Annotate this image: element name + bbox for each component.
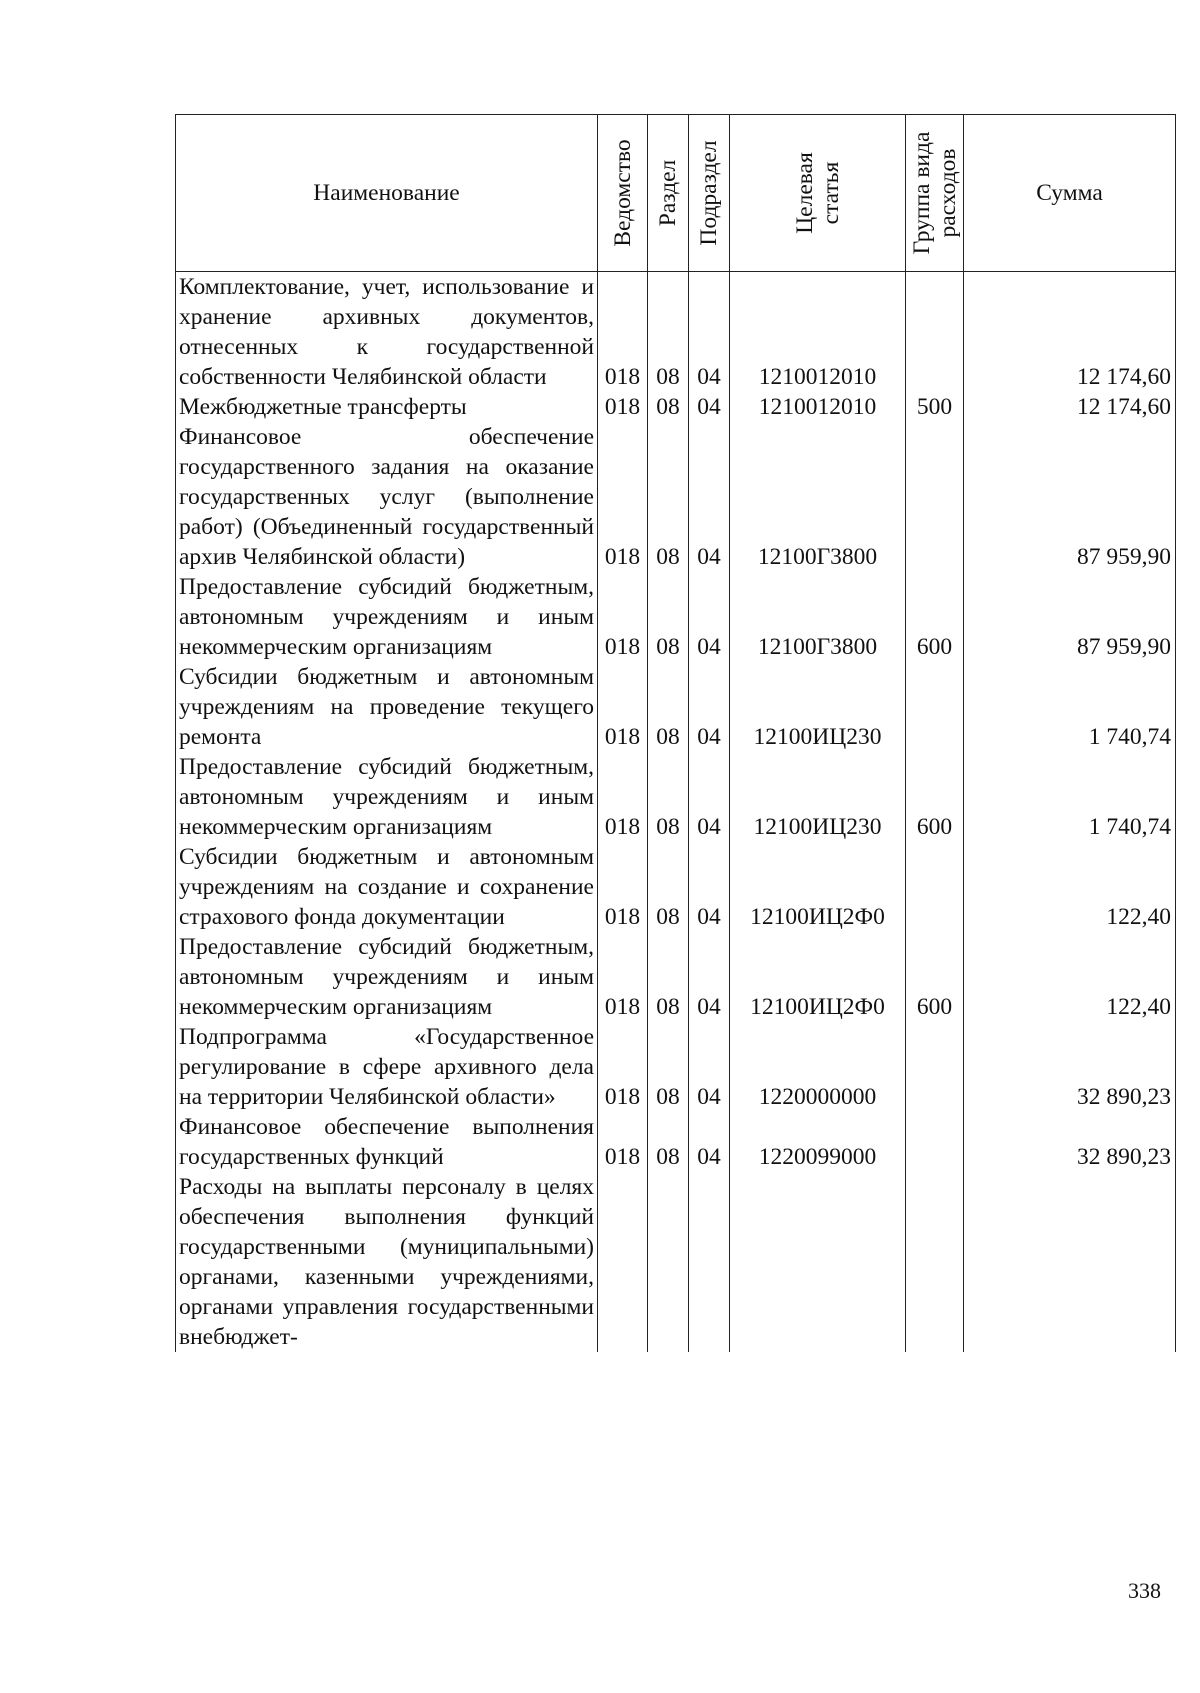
table-row: [176, 272, 1176, 393]
row-podrazdel-cell: 04: [689, 422, 730, 572]
row-podrazdel-cell: 04: [689, 392, 730, 422]
row-razdel-cell: 08: [648, 572, 689, 662]
row-name-cell: Субсидии бюджетным и автономным учреждениям на проведение текущего ремонта: [176, 662, 598, 752]
row-razdel-cell: 08: [648, 272, 689, 393]
row-name-cell: Межбюджетные трансферты: [176, 392, 598, 422]
row-sum-cell: 87 959,90: [964, 422, 1176, 572]
table-row: [176, 842, 1176, 932]
row-target-article-cell: 12100ИЦ230: [730, 662, 906, 752]
header-group-line2: расходов: [934, 148, 961, 238]
row-sum-cell: 122,40: [964, 932, 1176, 1022]
row-sum-cell: 87 959,90: [964, 572, 1176, 662]
row-razdel-cell: [648, 1172, 689, 1352]
row-vedomstvo-cell: [598, 1172, 648, 1352]
row-expense-group-cell: 600: [906, 572, 964, 662]
table-row: [176, 572, 1176, 662]
header-group-line1: Группа вида: [908, 131, 935, 255]
header-target-line2: статья: [817, 161, 844, 225]
row-podrazdel-cell: 04: [689, 272, 730, 393]
row-target-article-cell: 12100Г3800: [730, 422, 906, 572]
row-sum-cell: 32 890,23: [964, 1112, 1176, 1172]
budget-table: [175, 114, 1176, 1352]
row-razdel-cell: 08: [648, 752, 689, 842]
table-row: [176, 662, 1176, 752]
row-expense-group-cell: 500: [906, 392, 964, 422]
row-expense-group-cell: [906, 842, 964, 932]
row-razdel-cell: 08: [648, 1022, 689, 1112]
table-row: [176, 932, 1176, 1022]
header-vedomstvo: Ведомство: [598, 115, 648, 272]
row-vedomstvo-cell: 018: [598, 422, 648, 572]
header-name: Наименование: [176, 115, 598, 272]
header-expense-group: [906, 115, 964, 272]
row-expense-group-cell: 600: [906, 932, 964, 1022]
row-sum-cell: 1 740,74: [964, 752, 1176, 842]
row-name-cell: Подпрограмма «Государственное регулирование в сфере архивного дела на территории Челябинской области»: [176, 1022, 598, 1112]
row-vedomstvo-cell: 018: [598, 572, 648, 662]
header-razdel: Раздел: [648, 115, 689, 272]
row-expense-group-cell: [906, 422, 964, 572]
row-expense-group-cell: 600: [906, 752, 964, 842]
row-name-cell: Субсидии бюджетным и автономным учреждениям на создание и сохранение страхового фонда документации: [176, 842, 598, 932]
table-body: [176, 272, 1176, 1353]
row-podrazdel-cell: 04: [689, 842, 730, 932]
row-target-article-cell: 1210012010: [730, 392, 906, 422]
row-razdel-cell: 08: [648, 392, 689, 422]
row-razdel-cell: 08: [648, 662, 689, 752]
row-vedomstvo-cell: 018: [598, 1022, 648, 1112]
row-sum-cell: 32 890,23: [964, 1022, 1176, 1112]
row-podrazdel-cell: 04: [689, 1112, 730, 1172]
row-sum-cell: 1 740,74: [964, 662, 1176, 752]
row-podrazdel-cell: [689, 1172, 730, 1352]
row-name-cell: Комплектование, учет, использование и хранение архивных документов, отнесенных к государственной собственности Челябинской области: [176, 272, 598, 393]
table-header: [176, 115, 1176, 272]
row-name-cell: Предоставление субсидий бюджетным, автономным учреждениям и иным некоммерческим организациям: [176, 572, 598, 662]
header-target-line1: Целевая: [791, 152, 818, 234]
table-row: [176, 1022, 1176, 1112]
row-sum-cell: 12 174,60: [964, 392, 1176, 422]
row-sum-cell: 12 174,60: [964, 272, 1176, 393]
row-podrazdel-cell: 04: [689, 662, 730, 752]
row-target-article-cell: [730, 1172, 906, 1352]
row-sum-cell: [964, 1172, 1176, 1352]
row-expense-group-cell: [906, 1112, 964, 1172]
row-target-article-cell: 12100ИЦ2Ф0: [730, 842, 906, 932]
row-target-article-cell: 1220000000: [730, 1022, 906, 1112]
row-name-cell: Предоставление субсидий бюджетным, автономным учреждениям и иным некоммерческим организациям: [176, 752, 598, 842]
page-number: 338: [1128, 1578, 1161, 1603]
row-razdel-cell: 08: [648, 842, 689, 932]
row-razdel-cell: 08: [648, 932, 689, 1022]
header-target-article: [730, 115, 906, 272]
row-vedomstvo-cell: 018: [598, 272, 648, 393]
row-name-cell: Расходы на выплаты персоналу в целях обеспечения выполнения функций государственными (муниципальными) органами, казенными учреждениями, органами управления государственными внебюджет-: [176, 1172, 598, 1352]
table-row: [176, 1112, 1176, 1172]
row-expense-group-cell: [906, 1022, 964, 1112]
header-sum: Сумма: [964, 115, 1176, 272]
row-name-cell: Предоставление субсидий бюджетным, автономным учреждениям и иным некоммерческим организациям: [176, 932, 598, 1022]
table-row: [176, 422, 1176, 572]
row-podrazdel-cell: 04: [689, 1022, 730, 1112]
row-target-article-cell: 12100Г3800: [730, 572, 906, 662]
row-podrazdel-cell: 04: [689, 752, 730, 842]
row-target-article-cell: 12100ИЦ230: [730, 752, 906, 842]
row-vedomstvo-cell: 018: [598, 932, 648, 1022]
row-vedomstvo-cell: 018: [598, 1112, 648, 1172]
row-expense-group-cell: [906, 1172, 964, 1352]
row-target-article-cell: 1210012010: [730, 272, 906, 393]
table-row: [176, 1172, 1176, 1352]
table-row: [176, 392, 1176, 422]
row-podrazdel-cell: 04: [689, 932, 730, 1022]
row-razdel-cell: 08: [648, 1112, 689, 1172]
row-expense-group-cell: [906, 272, 964, 393]
header-podrazdel: Подраздел: [689, 115, 730, 272]
row-vedomstvo-cell: 018: [598, 842, 648, 932]
row-podrazdel-cell: 04: [689, 572, 730, 662]
row-expense-group-cell: [906, 662, 964, 752]
row-vedomstvo-cell: 018: [598, 752, 648, 842]
row-name-cell: Финансовое обеспечение выполнения государственных функций: [176, 1112, 598, 1172]
table-row: [176, 752, 1176, 842]
row-vedomstvo-cell: 018: [598, 662, 648, 752]
row-target-article-cell: 12100ИЦ2Ф0: [730, 932, 906, 1022]
row-name-cell: Финансовое обеспечение государственного задания на оказание государственных услуг (выполнение работ) (Объединенный государственный архив Челябинской области): [176, 422, 598, 572]
row-sum-cell: 122,40: [964, 842, 1176, 932]
row-razdel-cell: 08: [648, 422, 689, 572]
row-target-article-cell: 1220099000: [730, 1112, 906, 1172]
row-vedomstvo-cell: 018: [598, 392, 648, 422]
